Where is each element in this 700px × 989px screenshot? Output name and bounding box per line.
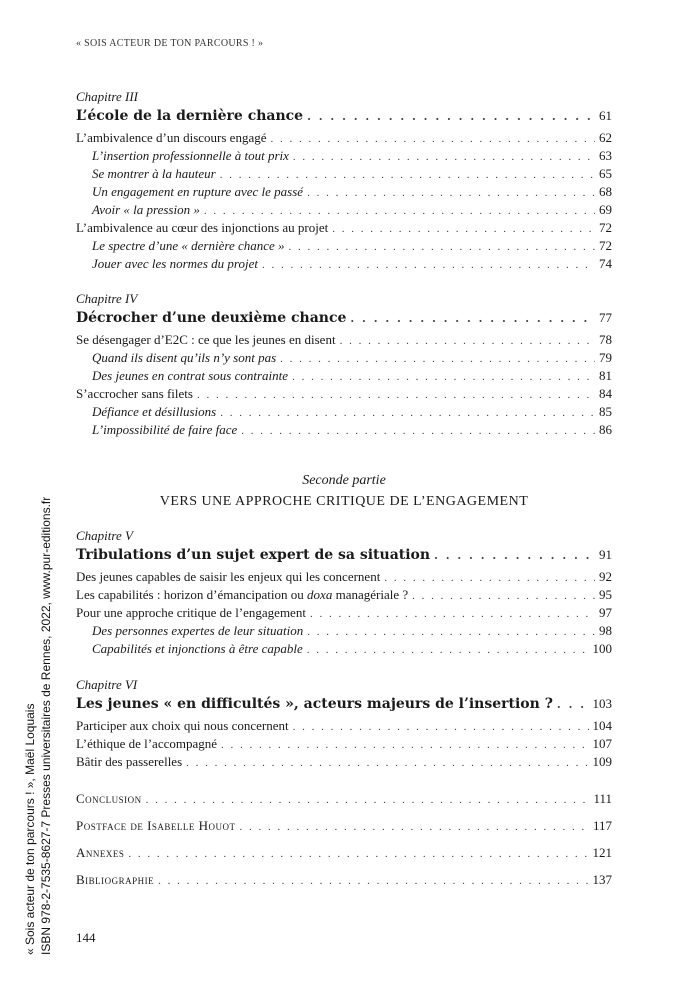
toc-subentry[interactable] (76, 184, 612, 201)
entry-title: Quand ils disent qu’ils n’y sont pas (92, 350, 277, 365)
dot-leader (270, 131, 595, 147)
toc-entry[interactable] (76, 569, 612, 586)
dot-leader (292, 369, 595, 385)
dot-leader (158, 873, 588, 889)
dot-leader (241, 423, 595, 439)
dot-leader (262, 257, 595, 273)
dot-leader (146, 792, 590, 808)
page-ref: 107 (592, 736, 612, 751)
page-ref: 79 (599, 350, 612, 365)
entry-title: L’impossibilité de faire face (92, 422, 238, 437)
entry-title: Participer aux choix qui nous concernent (76, 718, 289, 733)
toc-backmatter-entry[interactable] (76, 818, 612, 835)
dot-leader (307, 642, 589, 658)
dot-leader (340, 333, 595, 349)
running-head: « SOIS ACTEUR DE TON PARCOURS ! » (76, 38, 264, 49)
page-ref: 121 (592, 845, 612, 860)
toc-entry[interactable] (76, 130, 612, 147)
entry-title: Annexes (76, 845, 125, 860)
entry-title: L’ambivalence d’un discours engagé (76, 130, 267, 145)
chapter-label: Chapitre III (76, 89, 138, 104)
toc-backmatter-entry[interactable] (76, 872, 612, 889)
entry-title: Des jeunes en contrat sous contrainte (92, 368, 289, 383)
dot-leader (280, 351, 595, 367)
chapter-title-entry[interactable] (76, 310, 612, 327)
page-ref: 69 (599, 202, 612, 217)
entry-title: Des jeunes capables de saisir les enjeux qui les concernent (76, 569, 381, 584)
toc-subentry[interactable] (76, 166, 612, 183)
dot-leader (557, 697, 589, 713)
entry-title: Bibliographie (76, 872, 155, 887)
page-ref: 78 (599, 332, 612, 347)
entry-title: L’éthique de l’accompagné (76, 736, 218, 751)
toc-subentry[interactable] (76, 641, 612, 658)
page-ref: 117 (592, 818, 612, 833)
chapter-title-entry[interactable] (76, 108, 612, 125)
toc-entry[interactable] (76, 718, 612, 735)
entry-title: Bâtir des passerelles (76, 754, 183, 769)
dot-leader (221, 737, 588, 753)
dot-leader (293, 719, 589, 735)
dot-leader (204, 203, 595, 219)
page-ref: 86 (599, 422, 612, 437)
page-number: 144 (76, 930, 96, 945)
page-ref: 95 (599, 587, 612, 602)
page-ref: 63 (599, 148, 612, 163)
toc-subentry[interactable] (76, 404, 612, 421)
dot-leader (197, 387, 595, 403)
page-ref: 85 (599, 404, 612, 419)
page-ref: 81 (599, 368, 612, 383)
page-ref: 103 (592, 696, 612, 711)
dot-leader (307, 185, 595, 201)
entry-title: L’ambivalence au cœur des injonctions au projet (76, 220, 329, 235)
dot-leader (186, 755, 588, 771)
page-ref: 104 (592, 718, 612, 733)
dot-leader (310, 606, 595, 622)
toc-entry[interactable] (76, 386, 612, 403)
page-ref: 61 (599, 108, 612, 123)
page-ref: 92 (599, 569, 612, 584)
entry-title: Se montrer à la hauteur (92, 166, 216, 181)
page-ref: 98 (599, 623, 612, 638)
toc-backmatter-entry[interactable] (76, 845, 612, 862)
toc-entry[interactable] (76, 332, 612, 349)
toc-backmatter-entry[interactable] (76, 791, 612, 808)
entry-title: Les capabilités : horizon d’émancipation ou doxa managériale ? (76, 587, 409, 602)
entry-title: Conclusion (76, 791, 142, 806)
page-ref: 68 (599, 184, 612, 199)
part-label: Seconde partie (302, 473, 386, 488)
entry-title: Se désengager d’E2C : ce que les jeunes en disent (76, 332, 336, 347)
dot-leader (307, 624, 595, 640)
dot-leader (220, 405, 595, 421)
chapter-title-entry[interactable] (76, 696, 612, 713)
toc-subentry[interactable] (76, 238, 612, 255)
side-credit (22, 497, 54, 955)
toc-entry[interactable] (76, 605, 612, 622)
entry-title: Un engagement en rupture avec le passé (92, 184, 304, 199)
toc-subentry[interactable] (76, 148, 612, 165)
chapter-title: Tribulations d’un sujet expert de sa situation (76, 547, 431, 563)
dot-leader (307, 109, 595, 125)
toc-entry[interactable] (76, 736, 612, 753)
chapter-title-entry[interactable] (76, 547, 612, 564)
side-credit-line2: ISBN 978-2-7535-8627-7 Presses universitaires de Rennes, 2022, www.pur-editions.fr (39, 496, 53, 955)
dot-leader (293, 149, 595, 165)
page-ref: 100 (592, 641, 612, 656)
dot-leader (240, 819, 589, 835)
toc-subentry[interactable] (76, 350, 612, 367)
chapter-label: Chapitre VI (76, 677, 138, 692)
entry-title: L’insertion professionnelle à tout prix (92, 148, 289, 163)
page-ref: 74 (599, 256, 612, 271)
dot-leader (350, 311, 595, 327)
dot-leader (289, 239, 595, 255)
chapter-title: L’école de la dernière chance (76, 108, 304, 124)
toc-entry[interactable] (76, 220, 612, 237)
entry-title: Le spectre d’une « dernière chance » (92, 238, 285, 253)
chapter-title: Décrocher d’une deuxième chance (76, 310, 347, 326)
dot-leader (128, 846, 588, 862)
side-credit-line1: « Sois acteur de ton parcours ! », Maël Loquais (23, 703, 37, 955)
chapter-label: Chapitre V (76, 528, 133, 543)
page-ref: 65 (599, 166, 612, 181)
dot-leader (332, 221, 595, 237)
entry-title: Des personnes expertes de leur situation (92, 623, 304, 638)
entry-title: Postface de Isabelle Houot (76, 818, 236, 833)
page-ref: 109 (592, 754, 612, 769)
toc-subentry[interactable] (76, 623, 612, 640)
page-ref: 72 (599, 238, 612, 253)
toc-entry[interactable] (76, 587, 612, 604)
part-title: VERS UNE APPROCHE CRITIQUE DE L’ENGAGEMENT (159, 494, 529, 509)
toc-subentry[interactable] (76, 422, 612, 439)
page-ref: 84 (599, 386, 612, 401)
toc-subentry[interactable] (76, 368, 612, 385)
toc-entry[interactable] (76, 754, 612, 771)
toc-subentry[interactable] (76, 256, 612, 273)
entry-title: Jouer avec les normes du projet (92, 256, 258, 271)
dot-leader (412, 588, 595, 604)
page-ref: 72 (599, 220, 612, 235)
chapter-label: Chapitre IV (76, 291, 138, 306)
entry-title: S’accrocher sans filets (76, 386, 193, 401)
toc-subentry[interactable] (76, 202, 612, 219)
dot-leader (434, 548, 595, 564)
page-ref: 97 (599, 605, 612, 620)
dot-leader (384, 570, 595, 586)
chapter-title: Les jeunes « en difficultés », acteurs majeurs de l’insertion ? (76, 696, 553, 712)
entry-title: Capabilités et injonctions à être capable (92, 641, 303, 656)
page-ref: 62 (599, 130, 612, 145)
page-ref: 77 (599, 310, 612, 325)
entry-title: Avoir « la pression » (92, 202, 200, 217)
dot-leader (220, 167, 595, 183)
page-ref: 111 (593, 791, 612, 806)
entry-title: Pour une approche critique de l’engagement (76, 605, 306, 620)
page-ref: 137 (592, 872, 612, 887)
page-ref: 91 (599, 547, 612, 562)
entry-title: Défiance et désillusions (92, 404, 217, 419)
